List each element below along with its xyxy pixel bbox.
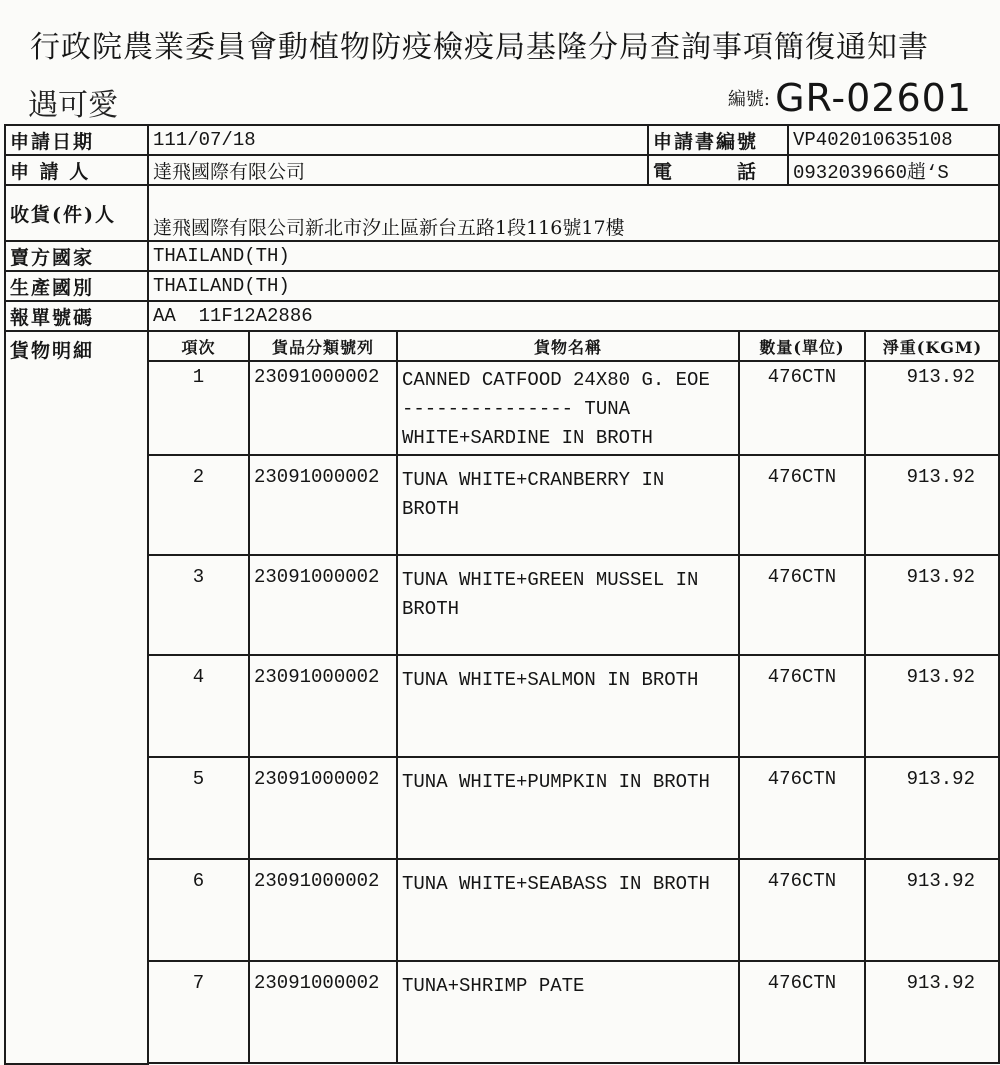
document-title: 行政院農業委員會動植物防疫檢疫局基隆分局查詢事項簡復通知書 bbox=[30, 30, 929, 65]
header-qty: 數量(單位) bbox=[739, 332, 865, 361]
item-quantity: 476CTN bbox=[739, 655, 865, 757]
serial-value: GR-02601 bbox=[775, 76, 972, 120]
apply-date-row bbox=[5, 125, 999, 155]
seller-country-value: THAILAND(TH) bbox=[148, 241, 999, 271]
item-number: 3 bbox=[149, 555, 249, 655]
goods-header-row bbox=[149, 332, 999, 361]
item-code: 23091000002 bbox=[249, 859, 397, 961]
applicant-row bbox=[5, 155, 999, 185]
goods-item-row bbox=[149, 555, 999, 655]
goods-table bbox=[149, 332, 999, 1064]
item-quantity: 476CTN bbox=[739, 361, 865, 455]
item-name-line: TUNA+SHRIMP PATE bbox=[402, 975, 585, 997]
phone-value: 0932039660趙‘S bbox=[788, 155, 999, 185]
item-name-line: --------------- TUNA bbox=[402, 398, 631, 420]
item-name-line: TUNA WHITE+GREEN MUSSEL IN bbox=[402, 569, 699, 591]
consignee-label: 收貨(件)人 bbox=[5, 185, 148, 241]
serial-label: 編號: bbox=[727, 89, 770, 110]
item-quantity: 476CTN bbox=[739, 859, 865, 961]
item-weight: 913.92 bbox=[865, 757, 999, 859]
item-number: 7 bbox=[149, 961, 249, 1063]
item-code: 23091000002 bbox=[249, 361, 397, 455]
form-no-value: VP402010635108 bbox=[788, 125, 999, 155]
phone-label: 電 話 bbox=[648, 155, 788, 185]
declaration-value: AA 11F12A2886 bbox=[148, 301, 999, 331]
consignee-row bbox=[5, 185, 999, 241]
seller-country-row bbox=[5, 241, 999, 271]
apply-date-value: 111/07/18 bbox=[148, 125, 648, 155]
goods-row bbox=[5, 331, 999, 1064]
seller-country-label: 賣方國家 bbox=[5, 241, 148, 271]
goods-label: 貨物明細 bbox=[5, 331, 148, 1064]
item-name bbox=[397, 757, 739, 859]
info-table bbox=[4, 124, 1000, 1065]
item-quantity: 476CTN bbox=[739, 455, 865, 555]
header-weight: 淨重(KGM) bbox=[865, 332, 999, 361]
goods-item-row bbox=[149, 859, 999, 961]
item-number: 5 bbox=[149, 757, 249, 859]
item-name bbox=[397, 455, 739, 555]
item-name-line: WHITE+SARDINE IN BROTH bbox=[402, 427, 653, 449]
applicant-label: 申 請 人 bbox=[5, 155, 148, 185]
item-name bbox=[397, 859, 739, 961]
header-item-no: 項次 bbox=[149, 332, 249, 361]
origin-row bbox=[5, 271, 999, 301]
item-weight: 913.92 bbox=[865, 361, 999, 455]
item-number: 4 bbox=[149, 655, 249, 757]
consignee-value: 達飛國際有限公司新北市汐止區新台五路1段116號17樓 bbox=[148, 185, 999, 241]
header-code: 貨品分類號列 bbox=[249, 332, 397, 361]
item-name-line: TUNA WHITE+SALMON IN BROTH bbox=[402, 669, 699, 691]
goods-item-row bbox=[149, 757, 999, 859]
item-weight: 913.92 bbox=[865, 455, 999, 555]
item-name-line: TUNA WHITE+CRANBERRY IN bbox=[402, 469, 665, 491]
item-quantity: 476CTN bbox=[739, 555, 865, 655]
item-code: 23091000002 bbox=[249, 757, 397, 859]
item-code: 23091000002 bbox=[249, 961, 397, 1063]
item-name-line: CANNED CATFOOD 24X80 G. EOE bbox=[402, 369, 710, 391]
goods-item-row bbox=[149, 961, 999, 1063]
item-name-line: BROTH bbox=[402, 498, 460, 520]
form-no-label: 申請書編號 bbox=[648, 125, 788, 155]
item-name bbox=[397, 361, 739, 455]
item-quantity: 476CTN bbox=[739, 961, 865, 1063]
goods-container bbox=[148, 331, 999, 1064]
item-weight: 913.92 bbox=[865, 961, 999, 1063]
item-weight: 913.92 bbox=[865, 655, 999, 757]
item-number: 2 bbox=[149, 455, 249, 555]
recipient-name: 遇可愛 bbox=[28, 88, 118, 123]
goods-item-row bbox=[149, 455, 999, 555]
item-name bbox=[397, 655, 739, 757]
applicant-value: 達飛國際有限公司 bbox=[148, 155, 648, 185]
item-name bbox=[397, 961, 739, 1063]
item-name-line: TUNA WHITE+SEABASS IN BROTH bbox=[402, 873, 710, 895]
goods-item-row bbox=[149, 655, 999, 757]
item-quantity: 476CTN bbox=[739, 757, 865, 859]
item-code: 23091000002 bbox=[249, 555, 397, 655]
apply-date-label: 申請日期 bbox=[5, 125, 148, 155]
origin-value: THAILAND(TH) bbox=[148, 271, 999, 301]
item-number: 6 bbox=[149, 859, 249, 961]
declaration-row bbox=[5, 301, 999, 331]
item-name-line: BROTH bbox=[402, 598, 460, 620]
item-weight: 913.92 bbox=[865, 555, 999, 655]
item-number: 1 bbox=[149, 361, 249, 455]
declaration-label: 報單號碼 bbox=[5, 301, 148, 331]
goods-body bbox=[149, 332, 999, 1063]
item-weight: 913.92 bbox=[865, 859, 999, 961]
header-name: 貨物名稱 bbox=[397, 332, 739, 361]
item-code: 23091000002 bbox=[249, 455, 397, 555]
item-name-line: TUNA WHITE+PUMPKIN IN BROTH bbox=[402, 771, 710, 793]
origin-label: 生產國別 bbox=[5, 271, 148, 301]
goods-item-row bbox=[149, 361, 999, 455]
item-name bbox=[397, 555, 739, 655]
serial-number bbox=[728, 76, 972, 120]
item-code: 23091000002 bbox=[249, 655, 397, 757]
